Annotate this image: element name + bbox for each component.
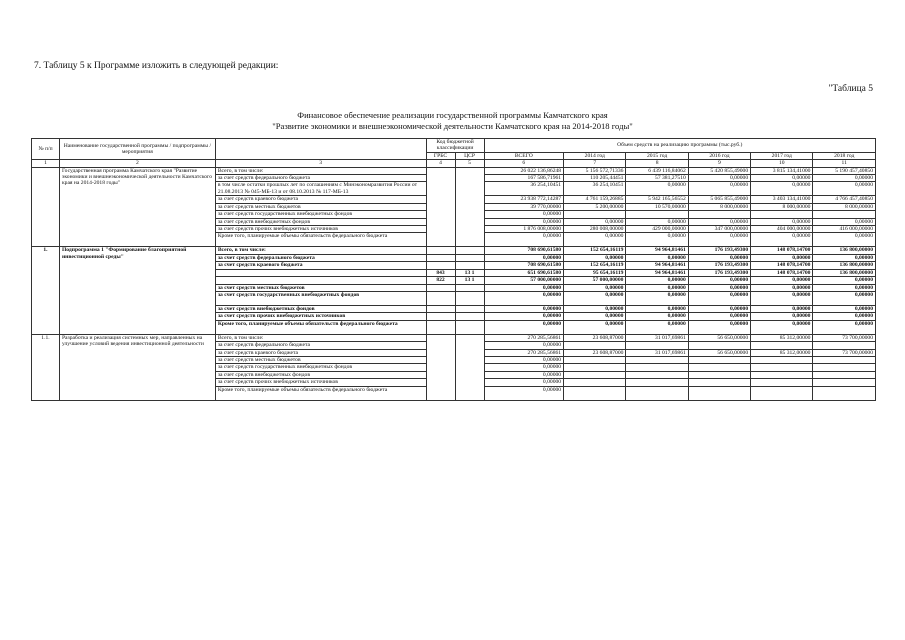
colnum: 2 bbox=[59, 160, 215, 167]
year-value: 5 200,00000 bbox=[564, 203, 626, 210]
year-value: 36 254,10451 bbox=[564, 182, 626, 196]
year-value: 4 766 457,40850 bbox=[813, 196, 876, 203]
total-value: 0,00000 bbox=[484, 342, 564, 349]
year-value bbox=[813, 364, 876, 371]
year-value bbox=[751, 379, 813, 386]
year-value bbox=[626, 356, 688, 363]
grbs-code bbox=[426, 254, 455, 261]
total-value: 0,00000 bbox=[484, 305, 564, 312]
subprogram-1-section bbox=[32, 247, 876, 334]
table-row bbox=[32, 167, 876, 174]
header-csr: ЦСР bbox=[455, 152, 484, 159]
row-label: Кроме того, планируемые объемы обязательств федерального бюджета bbox=[215, 233, 426, 247]
year-value: 0,00000 bbox=[564, 218, 626, 225]
year-value: 0,00000 bbox=[813, 182, 876, 196]
year-value: 0,00000 bbox=[813, 233, 876, 247]
year-value: 0,00000 bbox=[688, 313, 750, 320]
total-value: 0,00000 bbox=[484, 364, 564, 371]
csr-code bbox=[455, 284, 484, 291]
total-value: 167 586,71961 bbox=[484, 175, 564, 182]
year-value: 31 017,69861 bbox=[626, 334, 688, 341]
header-year: 2015 год bbox=[626, 152, 688, 159]
grbs-code bbox=[426, 291, 455, 305]
year-value bbox=[626, 211, 688, 218]
year-value: 0,00000 bbox=[626, 277, 688, 284]
grbs-code bbox=[426, 262, 455, 269]
year-value: 0,00000 bbox=[751, 320, 813, 334]
year-value: 0,00000 bbox=[688, 291, 750, 305]
colnum: 7 bbox=[564, 160, 626, 167]
total-value: 708 690,61580 bbox=[484, 262, 564, 269]
row-label: за счет средств государственных внебюджетных фондов bbox=[215, 364, 426, 371]
year-value: 0,00000 bbox=[564, 284, 626, 291]
year-value: 0,00000 bbox=[751, 233, 813, 247]
table-reference: "Таблица 5 bbox=[828, 84, 873, 94]
header-num: № п/п bbox=[32, 139, 60, 160]
row-label: за счет средств федерального бюджета bbox=[215, 254, 426, 261]
row-label: за счет средств государственных внебюджетных фондов bbox=[215, 211, 426, 218]
year-value: 176 193,49300 bbox=[688, 269, 750, 276]
header-year: 2014 год bbox=[564, 152, 626, 159]
year-value bbox=[688, 371, 750, 378]
grbs-code bbox=[426, 247, 455, 254]
header-volume: Объем средств на реализацию программы (тыс.руб.) bbox=[484, 139, 875, 153]
row-label: за счет средств внебюджетных фондов bbox=[215, 218, 426, 225]
year-value: 280 008,00000 bbox=[564, 226, 626, 233]
year-value: 57 000,00000 bbox=[564, 277, 626, 284]
year-value bbox=[564, 211, 626, 218]
year-value bbox=[564, 342, 626, 349]
colnum: 8 bbox=[626, 160, 688, 167]
total-value: 39 770,00000 bbox=[484, 203, 564, 210]
year-value: 57 381,27510 bbox=[626, 175, 688, 182]
year-value: 0,00000 bbox=[813, 313, 876, 320]
year-value: 0,00000 bbox=[626, 291, 688, 305]
year-value: 94 964,81461 bbox=[626, 269, 688, 276]
total-value: 26 022 136,86248 bbox=[484, 167, 564, 174]
row-label: за счет средств краевого бюджета bbox=[215, 196, 426, 203]
year-value: 0,00000 bbox=[813, 218, 876, 225]
year-value: 0,00000 bbox=[813, 277, 876, 284]
year-value: 0,00000 bbox=[688, 233, 750, 247]
year-value: 0,00000 bbox=[688, 320, 750, 334]
year-value: 110 205,44451 bbox=[564, 175, 626, 182]
year-value: 0,00000 bbox=[564, 254, 626, 261]
year-value: 5 156 572,71336 bbox=[564, 167, 626, 174]
total-value: 0,00000 bbox=[484, 320, 564, 334]
year-value: 0,00000 bbox=[564, 320, 626, 334]
year-value: 8 000,00000 bbox=[813, 203, 876, 210]
row-label: за счет средств прочих внебюджетных источников bbox=[215, 226, 426, 233]
csr-code bbox=[455, 247, 484, 254]
year-value bbox=[813, 342, 876, 349]
year-value: 0,00000 bbox=[751, 305, 813, 312]
csr-code bbox=[455, 334, 484, 400]
year-value: 56 650,00000 bbox=[688, 334, 750, 341]
year-value: 0,00000 bbox=[626, 305, 688, 312]
row-label: за счет средств краевого бюджета bbox=[215, 349, 426, 356]
year-value bbox=[751, 364, 813, 371]
colnum: 4 bbox=[426, 160, 455, 167]
grbs-code: 843 bbox=[426, 269, 455, 276]
year-value bbox=[688, 379, 750, 386]
year-value: 0,00000 bbox=[813, 291, 876, 305]
row-name: Государственная программа Камчатского края "Развитие экономики и внешнеэкономической деятельности Камчатского края на 2014-2018 годы" bbox=[59, 167, 215, 247]
year-value: 0,00000 bbox=[688, 284, 750, 291]
total-value: 0,00000 bbox=[484, 379, 564, 386]
year-value: 0,00000 bbox=[688, 175, 750, 182]
row-label bbox=[215, 269, 426, 276]
year-value: 23 608,87000 bbox=[564, 334, 626, 341]
row-number bbox=[32, 167, 60, 247]
grbs-code bbox=[426, 334, 455, 400]
header-year: 2017 год bbox=[751, 152, 813, 159]
total-value: 651 690,61580 bbox=[484, 269, 564, 276]
header-year: 2018 год bbox=[813, 152, 876, 159]
year-value: 0,00000 bbox=[751, 313, 813, 320]
row-label: за счет средств государственных внебюджетных фондов bbox=[215, 291, 426, 305]
year-value: 0,00000 bbox=[688, 182, 750, 196]
table-row bbox=[32, 247, 876, 254]
header-name: Наименование государственной программы / подпрограммы / мероприятия bbox=[59, 139, 215, 160]
total-value: 0,00000 bbox=[484, 218, 564, 225]
year-value: 95 654,16119 bbox=[564, 269, 626, 276]
row-label: Всего, в том числе: bbox=[215, 167, 426, 174]
year-value bbox=[751, 342, 813, 349]
row-label: за счет средств местных бюджетов bbox=[215, 284, 426, 291]
year-value: 0,00000 bbox=[751, 182, 813, 196]
year-value: 23 608,87000 bbox=[564, 349, 626, 356]
row-label: за счет средств краевого бюджета bbox=[215, 262, 426, 269]
year-value bbox=[813, 356, 876, 363]
year-value: 0,00000 bbox=[688, 277, 750, 284]
year-value: 0,00000 bbox=[751, 254, 813, 261]
program-section bbox=[32, 167, 876, 247]
colnum: 1 bbox=[32, 160, 60, 167]
row-label: за счет средств федерального бюджета bbox=[215, 342, 426, 349]
row-number: 1. bbox=[32, 247, 60, 334]
year-value: 0,00000 bbox=[751, 284, 813, 291]
year-value: 6 439 116,84062 bbox=[626, 167, 688, 174]
row-label: за счет средств прочих внебюджетных источников bbox=[215, 379, 426, 386]
year-value: 0,00000 bbox=[813, 320, 876, 334]
year-value: 176 193,49300 bbox=[688, 247, 750, 254]
grbs-code bbox=[426, 284, 455, 291]
csr-code: 13 1 bbox=[455, 269, 484, 276]
header-grbs: ГРБС bbox=[426, 152, 455, 159]
activity-1-1-section bbox=[32, 334, 876, 400]
total-value: 23 938 772,14287 bbox=[484, 196, 564, 203]
grbs-code bbox=[426, 320, 455, 334]
colnum: 11 bbox=[813, 160, 876, 167]
total-value: 0,00000 bbox=[484, 233, 564, 247]
year-value bbox=[564, 364, 626, 371]
year-value: 8 000,00000 bbox=[688, 203, 750, 210]
row-label: за счет средств федерального бюджета bbox=[215, 175, 426, 182]
colnum: 5 bbox=[455, 160, 484, 167]
year-value: 0,00000 bbox=[751, 175, 813, 182]
year-value: 0,00000 bbox=[813, 175, 876, 182]
total-value: 0,00000 bbox=[484, 284, 564, 291]
year-value: 148 078,14700 bbox=[751, 269, 813, 276]
row-name: Разработка и реализация системных мер, направленных на улучшение условий ведения инвестиционной деятельности bbox=[59, 334, 215, 400]
colnum: 10 bbox=[751, 160, 813, 167]
year-value: 152 654,16119 bbox=[564, 262, 626, 269]
year-value bbox=[813, 371, 876, 378]
total-value: 0,00000 bbox=[484, 356, 564, 363]
year-value: 3 403 134,41000 bbox=[751, 196, 813, 203]
year-value: 73 700,00000 bbox=[813, 349, 876, 356]
row-label: Всего, в том числе: bbox=[215, 334, 426, 341]
year-value: 0,00000 bbox=[751, 218, 813, 225]
year-value: 8 000,00000 bbox=[751, 203, 813, 210]
year-value bbox=[751, 356, 813, 363]
year-value: 0,00000 bbox=[626, 254, 688, 261]
year-value: 176 193,49300 bbox=[688, 262, 750, 269]
grbs-code bbox=[426, 313, 455, 320]
csr-code bbox=[455, 313, 484, 320]
year-value: 5 942 165,56552 bbox=[626, 196, 688, 203]
year-value bbox=[626, 386, 688, 400]
year-value bbox=[688, 211, 750, 218]
year-value: 0,00000 bbox=[564, 291, 626, 305]
header-spacer bbox=[215, 139, 426, 160]
year-value: 0,00000 bbox=[626, 218, 688, 225]
total-value: 0,00000 bbox=[484, 211, 564, 218]
row-label: за счет средств местных бюджетов bbox=[215, 356, 426, 363]
csr-code bbox=[455, 320, 484, 334]
intro-text: 7. Таблицу 5 к Программе изложить в следующей редакции: bbox=[34, 61, 279, 71]
row-label: за счет средств местных бюджетов bbox=[215, 203, 426, 210]
year-value: 148 078,14700 bbox=[751, 247, 813, 254]
year-value bbox=[751, 371, 813, 378]
total-value: 270 285,56861 bbox=[484, 349, 564, 356]
row-name: Подпрограмма 1 "Формирование благоприятной инвестиционной среды" bbox=[59, 247, 215, 334]
year-value: 0,00000 bbox=[626, 320, 688, 334]
year-value: 0,00000 bbox=[626, 233, 688, 247]
year-value: 94 964,81461 bbox=[626, 247, 688, 254]
row-label: Кроме того, планируемые объемы обязательств федерального бюджета bbox=[215, 386, 426, 400]
year-value bbox=[564, 386, 626, 400]
year-value bbox=[626, 379, 688, 386]
row-number: 1.1. bbox=[32, 334, 60, 400]
year-value: 73 700,00000 bbox=[813, 334, 876, 341]
total-value: 36 254,10451 bbox=[484, 182, 564, 196]
year-value: 0,00000 bbox=[813, 305, 876, 312]
year-value: 4 761 159,26885 bbox=[564, 196, 626, 203]
csr-code bbox=[455, 167, 484, 247]
row-label: за счет средств прочих внебюджетных источников bbox=[215, 313, 426, 320]
year-value: 5 420 855,49000 bbox=[688, 167, 750, 174]
grbs-code: 822 bbox=[426, 277, 455, 284]
year-value: 136 800,00000 bbox=[813, 269, 876, 276]
year-value: 0,00000 bbox=[813, 254, 876, 261]
year-value: 136 800,00000 bbox=[813, 262, 876, 269]
year-value: 0,00000 bbox=[564, 305, 626, 312]
year-value: 0,00000 bbox=[688, 218, 750, 225]
year-value bbox=[813, 211, 876, 218]
year-value bbox=[688, 342, 750, 349]
year-value bbox=[688, 386, 750, 400]
year-value bbox=[626, 371, 688, 378]
year-value bbox=[626, 342, 688, 349]
total-value: 270 285,56861 bbox=[484, 334, 564, 341]
year-value bbox=[626, 364, 688, 371]
colnum: 6 bbox=[484, 160, 564, 167]
year-value bbox=[751, 386, 813, 400]
year-value bbox=[813, 379, 876, 386]
table-header bbox=[32, 139, 876, 168]
year-value: 0,00000 bbox=[751, 291, 813, 305]
year-value bbox=[688, 356, 750, 363]
table-row bbox=[32, 334, 876, 341]
year-value: 404 000,00000 bbox=[751, 226, 813, 233]
year-value: 347 000,00000 bbox=[688, 226, 750, 233]
year-value bbox=[564, 379, 626, 386]
csr-code bbox=[455, 262, 484, 269]
csr-code bbox=[455, 305, 484, 312]
year-value bbox=[688, 364, 750, 371]
row-label: в том числе остатки прошлых лет по соглашениям с Минэкономразвития России от 21.08.2013 № 045-МБ-13 и от 08.10.2013 № 117-МБ-13 bbox=[215, 182, 426, 196]
year-value bbox=[751, 211, 813, 218]
total-value: 708 690,61580 bbox=[484, 247, 564, 254]
total-value: 1 876 008,00000 bbox=[484, 226, 564, 233]
year-value: 136 800,00000 bbox=[813, 247, 876, 254]
document-title bbox=[0, 110, 905, 132]
year-value: 3 815 134,41000 bbox=[751, 167, 813, 174]
year-value: 152 654,16119 bbox=[564, 247, 626, 254]
colnum: 3 bbox=[215, 160, 426, 167]
year-value bbox=[564, 371, 626, 378]
year-value: 0,00000 bbox=[564, 233, 626, 247]
grbs-code bbox=[426, 305, 455, 312]
year-value: 0,00000 bbox=[626, 313, 688, 320]
year-value: 0,00000 bbox=[626, 284, 688, 291]
year-value: 85 312,00000 bbox=[751, 334, 813, 341]
row-label: Всего, в том числе: bbox=[215, 247, 426, 254]
row-label: за счет средств внебюджетных фондов bbox=[215, 371, 426, 378]
year-value: 56 650,00000 bbox=[688, 349, 750, 356]
total-value: 0,00000 bbox=[484, 254, 564, 261]
year-value: 0,00000 bbox=[688, 254, 750, 261]
colnum: 9 bbox=[688, 160, 750, 167]
header-year: 2016 год bbox=[688, 152, 750, 159]
column-numbers-row bbox=[32, 160, 876, 167]
year-value: 31 017,69861 bbox=[626, 349, 688, 356]
year-value: 0,00000 bbox=[751, 277, 813, 284]
year-value: 94 964,81461 bbox=[626, 262, 688, 269]
row-label bbox=[215, 277, 426, 284]
year-value: 0,00000 bbox=[688, 305, 750, 312]
year-value: 10 570,00000 bbox=[626, 203, 688, 210]
total-value: 0,00000 bbox=[484, 313, 564, 320]
year-value: 85 312,00000 bbox=[751, 349, 813, 356]
title-line-2: "Развитие экономики и внешнеэкономической деятельности Камчатского края на 2014-2018 годы" bbox=[272, 121, 633, 131]
header-code: Код бюджетной классификации bbox=[426, 139, 484, 153]
grbs-code bbox=[426, 167, 455, 247]
year-value: 0,00000 bbox=[813, 284, 876, 291]
year-value bbox=[564, 356, 626, 363]
year-value: 416 000,00000 bbox=[813, 226, 876, 233]
total-value: 57 000,00000 bbox=[484, 277, 564, 284]
year-value: 5 190 457,40850 bbox=[813, 167, 876, 174]
finance-table bbox=[31, 138, 876, 401]
year-value: 0,00000 bbox=[626, 182, 688, 196]
row-label: Кроме того, планируемые объемы обязательств федерального бюджета bbox=[215, 320, 426, 334]
csr-code: 13 1 bbox=[455, 277, 484, 284]
year-value: 5 065 855,49000 bbox=[688, 196, 750, 203]
csr-code bbox=[455, 254, 484, 261]
header-total: ВСЕГО bbox=[484, 152, 564, 159]
title-line-1: Финансовое обеспечение реализации государственной программы Камчатского края bbox=[297, 110, 608, 120]
year-value: 148 078,14700 bbox=[751, 262, 813, 269]
year-value: 429 000,00000 bbox=[626, 226, 688, 233]
row-label: за счет средств внебюджетных фондов bbox=[215, 305, 426, 312]
year-value bbox=[813, 386, 876, 400]
total-value: 0,00000 bbox=[484, 386, 564, 400]
csr-code bbox=[455, 291, 484, 305]
total-value: 0,00000 bbox=[484, 291, 564, 305]
year-value: 0,00000 bbox=[564, 313, 626, 320]
total-value: 0,00000 bbox=[484, 371, 564, 378]
